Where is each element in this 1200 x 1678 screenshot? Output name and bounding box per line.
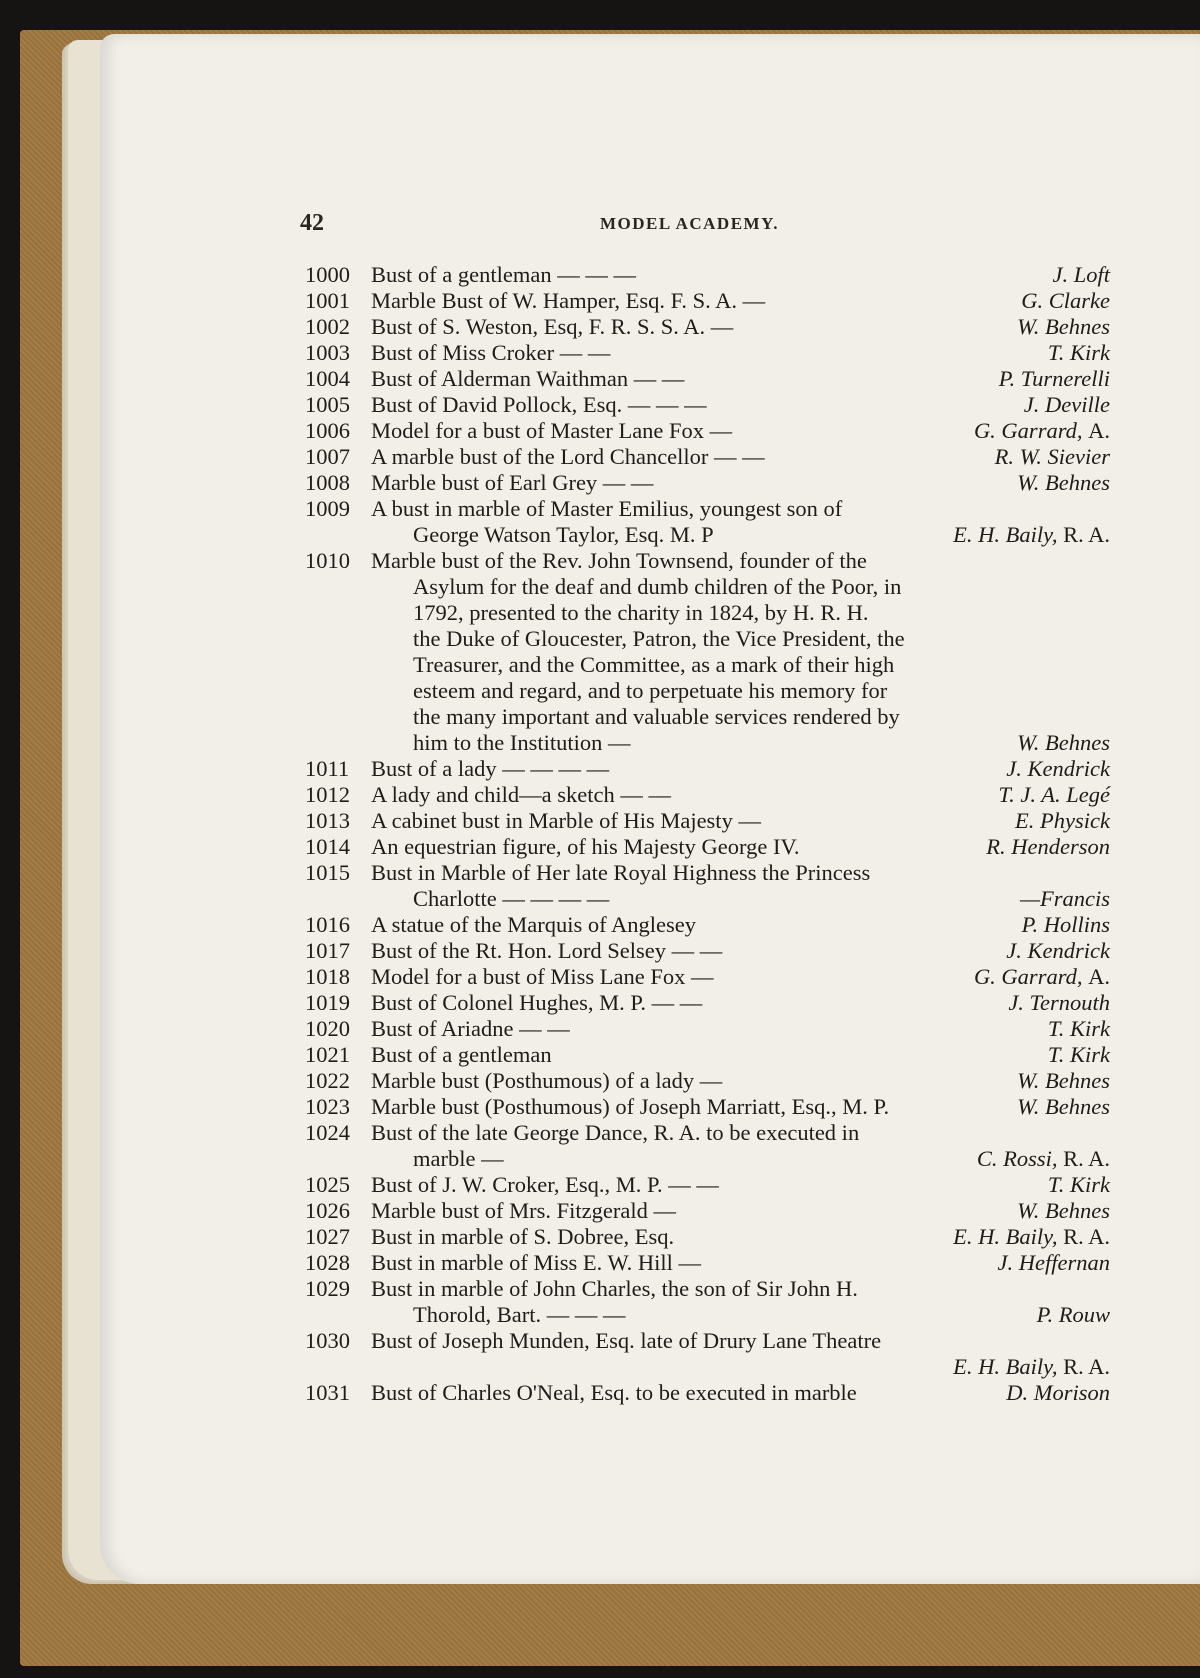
entry-line — [305, 366, 1110, 392]
entry-description: Marble Bust of W. Hamper, Esq. F. S. A. — — [371, 288, 766, 313]
entry-line — [305, 990, 1110, 1016]
catalogue-entry — [305, 1328, 1110, 1380]
catalogue-entry — [305, 1042, 1110, 1068]
entry-line — [305, 782, 1110, 808]
entry-line — [305, 496, 1110, 522]
entry-description: Bust of a gentleman — [371, 1042, 552, 1067]
catalogue-entry — [305, 288, 1110, 314]
catalogue-entry — [305, 1198, 1110, 1224]
entry-description: George Watson Taylor, Esq. M. P — [413, 522, 714, 547]
artist-name: W. Behnes — [1017, 730, 1110, 755]
entry-description: Bust of Colonel Hughes, M. P. — — — [371, 990, 703, 1015]
catalogue-entry — [305, 1276, 1110, 1328]
catalogue-entry — [305, 808, 1110, 834]
entry-line — [305, 938, 1110, 964]
entry-artist — [1017, 1068, 1110, 1094]
entry-number: 1009 — [305, 496, 350, 521]
page-number: 42 — [300, 210, 324, 236]
entry-description: A statue of the Marquis of Anglesey — [371, 912, 696, 937]
artist-name: W. Behnes — [1017, 470, 1110, 495]
entry-line — [305, 886, 1110, 912]
entry-description: the Duke of Gloucester, Patron, the Vice President, the — [413, 626, 905, 651]
entry-line — [305, 1172, 1110, 1198]
page-header — [300, 210, 1110, 240]
entry-artist — [1048, 1042, 1110, 1068]
entry-number: 1007 — [305, 444, 350, 469]
entry-artist — [953, 522, 1110, 548]
entry-description: Asylum for the deaf and dumb children of the Poor, in — [413, 574, 902, 599]
artist-name: E. Physick — [1015, 808, 1110, 833]
entry-number: 1024 — [305, 1120, 350, 1145]
entry-number: 1005 — [305, 392, 350, 417]
entry-number: 1015 — [305, 860, 350, 885]
entry-line — [305, 912, 1110, 938]
entry-number: 1013 — [305, 808, 350, 833]
artist-name: J. Ternouth — [1008, 990, 1110, 1015]
catalogue-entry — [305, 366, 1110, 392]
artist-name: J. Kendrick — [1006, 938, 1110, 963]
entry-description: marble — — [413, 1146, 504, 1171]
entry-line — [305, 600, 1110, 626]
entry-line — [305, 1250, 1110, 1276]
artist-name: D. Morison — [1006, 1380, 1110, 1405]
entry-artist — [1008, 990, 1110, 1016]
entry-line — [305, 678, 1110, 704]
entry-description: Marble bust (Posthumous) of Joseph Marriatt, Esq., M. P. — [371, 1094, 890, 1119]
entry-description: Thorold, Bart. — — — — [413, 1302, 626, 1327]
entry-line — [305, 1224, 1110, 1250]
entry-number: 1018 — [305, 964, 350, 989]
entry-description: Marble bust of Mrs. Fitzgerald — — [371, 1198, 676, 1223]
catalogue-entry — [305, 912, 1110, 938]
entry-number: 1010 — [305, 548, 350, 573]
entry-number: 1023 — [305, 1094, 350, 1119]
entry-description: Bust in marble of Miss E. W. Hill — — [371, 1250, 702, 1275]
entry-artist — [1015, 808, 1110, 834]
catalogue-entry — [305, 1016, 1110, 1042]
catalogue-entry — [305, 860, 1110, 912]
artist-name: G. Garrard, — [973, 418, 1083, 443]
entry-line — [305, 1146, 1110, 1172]
artist-suffix: R. A. — [1063, 1224, 1110, 1249]
entry-number: 1016 — [305, 912, 350, 937]
entry-number: 1011 — [305, 756, 350, 781]
artist-name: J. Heffernan — [997, 1250, 1110, 1275]
entry-number: 1020 — [305, 1016, 350, 1041]
entry-description: Bust in Marble of Her late Royal Highness the Princess — [371, 860, 871, 885]
entry-artist — [1048, 1016, 1110, 1042]
catalogue-entry — [305, 756, 1110, 782]
artist-name: E. H. Baily, — [953, 1354, 1058, 1379]
artist-name: T. Kirk — [1047, 340, 1110, 365]
entry-artist — [974, 418, 1110, 444]
artist-name: W. Behnes — [1017, 314, 1110, 339]
catalogue-entry — [305, 1094, 1110, 1120]
entry-line — [305, 1068, 1110, 1094]
entry-description: Bust in marble of S. Dobree, Esq. — [371, 1224, 675, 1249]
artist-name: W. Behnes — [1017, 1068, 1110, 1093]
entry-description: Bust of a lady — — — — — [371, 756, 610, 781]
artist-name: R. Henderson — [986, 834, 1110, 859]
entry-line — [305, 470, 1110, 496]
entry-number: 1025 — [305, 1172, 350, 1197]
artist-name: J. Deville — [1023, 392, 1110, 417]
entry-description: Marble bust of Earl Grey — — — [371, 470, 654, 495]
entry-line — [305, 314, 1110, 340]
entry-line — [305, 756, 1110, 782]
entry-number: 1001 — [305, 288, 350, 313]
catalogue-entry — [305, 1068, 1110, 1094]
entry-line — [305, 1276, 1110, 1302]
catalogue-entry — [305, 470, 1110, 496]
entry-number: 1022 — [305, 1068, 350, 1093]
artist-name: R. W. Sievier — [994, 444, 1110, 469]
catalogue-entry — [305, 496, 1110, 548]
catalogue-entry — [305, 418, 1110, 444]
entry-line — [305, 1016, 1110, 1042]
entry-description: 1792, presented to the charity in 1824, by H. R. H. — [413, 600, 869, 625]
entry-artist — [953, 1224, 1110, 1250]
catalogue-entry — [305, 1380, 1110, 1406]
entry-description: Model for a bust of Master Lane Fox — — [371, 418, 733, 443]
entry-artist — [1006, 756, 1110, 782]
artist-name: J. Loft — [1052, 262, 1110, 287]
artist-name: E. H. Baily, — [953, 1224, 1058, 1249]
catalogue-entry — [305, 1120, 1110, 1172]
entry-number: 1019 — [305, 990, 350, 1015]
entry-description: Bust of David Pollock, Esq. — — — — [371, 392, 707, 417]
catalogue-entry — [305, 548, 1110, 756]
artist-name: W. Behnes — [1017, 1094, 1110, 1119]
entry-artist — [998, 782, 1110, 808]
artist-name: T. Kirk — [1047, 1042, 1110, 1067]
artist-suffix: R. A. — [1063, 522, 1110, 547]
entry-artist — [1021, 288, 1110, 314]
catalogue-entry — [305, 392, 1110, 418]
entry-description: Bust of the late George Dance, R. A. to be executed in — [371, 1120, 860, 1145]
entry-number: 1000 — [305, 262, 350, 287]
entry-number: 1029 — [305, 1276, 350, 1301]
entry-artist — [1020, 886, 1110, 912]
entry-number: 1026 — [305, 1198, 350, 1223]
entry-artist — [1017, 470, 1110, 496]
catalogue-entry — [305, 1224, 1110, 1250]
entry-number: 1030 — [305, 1328, 350, 1353]
artist-name: P. Turnerelli — [998, 366, 1110, 391]
catalogue-entry — [305, 314, 1110, 340]
artist-name: G. Garrard, — [973, 964, 1083, 989]
artist-name: T. Kirk — [1047, 1016, 1110, 1041]
entry-line — [305, 808, 1110, 834]
catalogue-entry — [305, 1250, 1110, 1276]
entry-line — [305, 730, 1110, 756]
artist-name: J. Kendrick — [1006, 756, 1110, 781]
entry-artist — [1017, 1094, 1110, 1120]
entry-number: 1014 — [305, 834, 350, 859]
entry-description: the many important and valuable services rendered by — [413, 704, 900, 729]
catalogue-entry — [305, 262, 1110, 288]
entry-description: An equestrian figure, of his Majesty George IV. — [371, 834, 800, 859]
entry-line — [305, 704, 1110, 730]
entry-description: Marble bust (Posthumous) of a lady — — [371, 1068, 723, 1093]
artist-name: T. Kirk — [1047, 1172, 1110, 1197]
entry-line — [305, 860, 1110, 886]
entry-description: him to the Institution — — [413, 730, 631, 755]
artist-suffix: A. — [1088, 964, 1110, 989]
entry-description: esteem and regard, and to perpetuate his memory for — [413, 678, 888, 703]
entry-artist — [953, 1354, 1110, 1380]
entry-line — [305, 1198, 1110, 1224]
entry-description: Bust of a gentleman — — — — [371, 262, 636, 287]
entry-line — [305, 574, 1110, 600]
entry-artist — [974, 964, 1110, 990]
entry-line — [305, 1302, 1110, 1328]
entry-number: 1027 — [305, 1224, 350, 1249]
artist-name: P. Hollins — [1021, 912, 1110, 937]
entry-artist — [1006, 1380, 1110, 1406]
entry-artist — [998, 1250, 1110, 1276]
entry-artist — [1017, 1198, 1110, 1224]
entry-description: Treasurer, and the Committee, as a mark of their high — [413, 652, 895, 677]
entry-description: Bust of Charles O'Neal, Esq. to be executed in marble — [371, 1380, 857, 1405]
entry-number: 1031 — [305, 1380, 350, 1405]
catalogue-entry — [305, 1172, 1110, 1198]
catalogue-entry — [305, 964, 1110, 990]
entry-artist — [1022, 912, 1110, 938]
entry-artist — [1017, 314, 1110, 340]
catalogue-entry — [305, 444, 1110, 470]
entry-description: Bust of J. W. Croker, Esq., M. P. — — — [371, 1172, 719, 1197]
artist-name: E. H. Baily, — [953, 522, 1058, 547]
entry-line — [305, 834, 1110, 860]
artist-suffix: R. A. — [1063, 1354, 1110, 1379]
entry-artist — [986, 834, 1110, 860]
entry-line — [305, 1354, 1110, 1380]
entry-number: 1006 — [305, 418, 350, 443]
artist-name: P. Rouw — [1036, 1302, 1110, 1327]
entry-description: Bust of Alderman Waithman — — — [371, 366, 685, 391]
entry-line — [305, 1120, 1110, 1146]
entry-artist — [1052, 262, 1110, 288]
entry-number: 1028 — [305, 1250, 350, 1275]
catalogue-entry — [305, 990, 1110, 1016]
catalogue-list — [305, 262, 1110, 1406]
entry-description: A lady and child—a sketch — — — [371, 782, 671, 807]
artist-name: G. Clarke — [1021, 288, 1110, 313]
entry-number: 1012 — [305, 782, 350, 807]
catalogue-entry — [305, 834, 1110, 860]
entry-number: 1017 — [305, 938, 350, 963]
artist-name: T. J. A. Legé — [998, 782, 1110, 807]
entry-line — [305, 262, 1110, 288]
entry-artist — [1024, 392, 1110, 418]
artist-name: W. Behnes — [1017, 1198, 1110, 1223]
entry-artist — [995, 444, 1110, 470]
catalogue-entry — [305, 340, 1110, 366]
entry-number: 1021 — [305, 1042, 350, 1067]
entry-description: Charlotte — — — — — [413, 886, 610, 911]
artist-suffix: R. A. — [1063, 1146, 1110, 1171]
entry-description: A bust in marble of Master Emilius, youngest son of — [371, 496, 843, 521]
entry-artist — [1006, 938, 1110, 964]
entry-line — [305, 288, 1110, 314]
entry-artist — [977, 1146, 1110, 1172]
entry-number: 1004 — [305, 366, 350, 391]
artist-name: —Francis — [1020, 886, 1110, 911]
artist-suffix: A. — [1088, 418, 1110, 443]
entry-description: Bust in marble of John Charles, the son of Sir John H. — [371, 1276, 858, 1301]
entry-description: A marble bust of the Lord Chancellor — — — [371, 444, 765, 469]
entry-line — [305, 1328, 1110, 1354]
entry-line — [305, 444, 1110, 470]
entry-artist — [1048, 340, 1110, 366]
artist-name: C. Rossi, — [976, 1146, 1058, 1171]
entry-number: 1002 — [305, 314, 350, 339]
entry-description: Bust of Miss Croker — — — [371, 340, 611, 365]
entry-line — [305, 392, 1110, 418]
entry-line — [305, 652, 1110, 678]
entry-line — [305, 1042, 1110, 1068]
entry-line — [305, 522, 1110, 548]
entry-description: Bust of S. Weston, Esq, F. R. S. S. A. — — [371, 314, 734, 339]
entry-description: Bust of Joseph Munden, Esq. late of Drury Lane Theatre — [371, 1328, 882, 1353]
entry-artist — [999, 366, 1110, 392]
catalogue-entry — [305, 938, 1110, 964]
entry-line — [305, 1094, 1110, 1120]
entry-artist — [1048, 1172, 1110, 1198]
entry-line — [305, 340, 1110, 366]
entry-description: Bust of the Rt. Hon. Lord Selsey — — — [371, 938, 723, 963]
entry-description: Marble bust of the Rev. John Townsend, founder of the — [371, 548, 867, 573]
entry-line — [305, 964, 1110, 990]
entry-artist — [1037, 1302, 1110, 1328]
entry-description: Bust of Ariadne — — — [371, 1016, 570, 1041]
entry-artist — [1017, 730, 1110, 756]
entry-description: Model for a bust of Miss Lane Fox — — [371, 964, 714, 989]
entry-number: 1003 — [305, 340, 350, 365]
entry-line — [305, 548, 1110, 574]
catalogue-entry — [305, 782, 1110, 808]
entry-description: A cabinet bust in Marble of His Majesty — — [371, 808, 761, 833]
entry-line — [305, 1380, 1110, 1406]
entry-number: 1008 — [305, 470, 350, 495]
entry-line — [305, 418, 1110, 444]
entry-line — [305, 626, 1110, 652]
running-head: MODEL ACADEMY. — [600, 214, 780, 233]
